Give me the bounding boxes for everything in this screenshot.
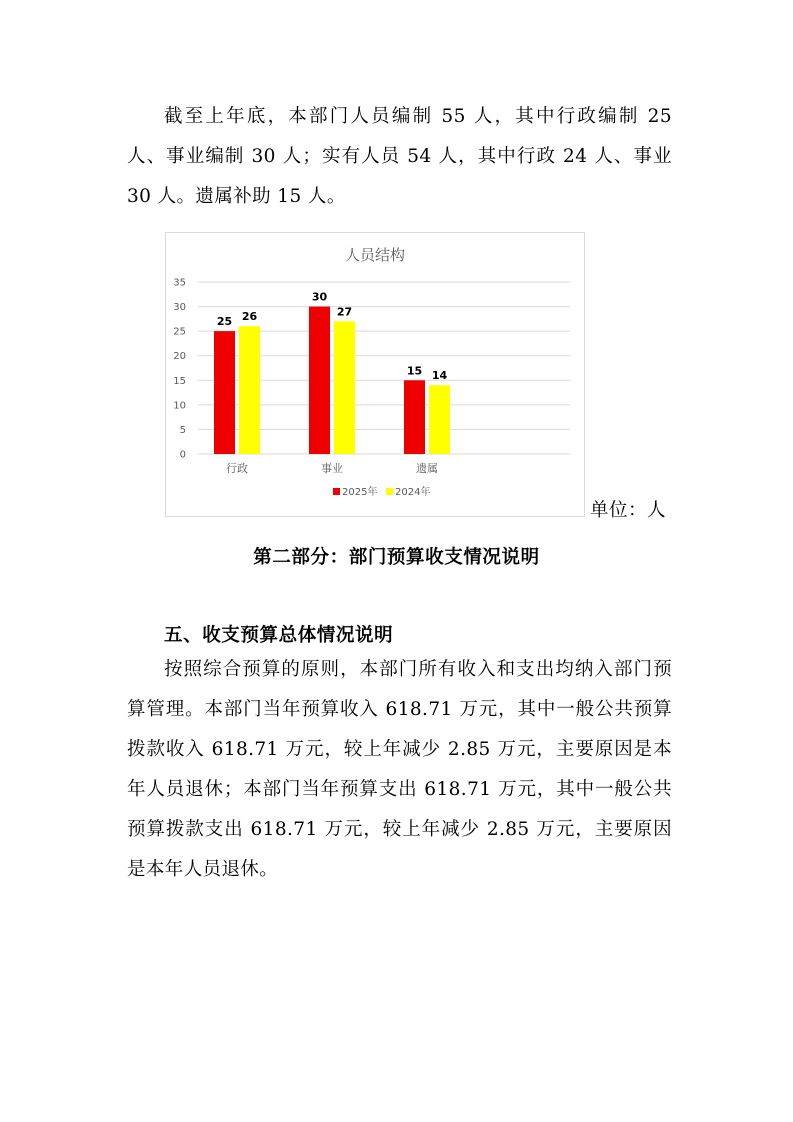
bar: [309, 307, 330, 454]
data-label: 25: [216, 315, 233, 329]
data-label: 30: [311, 290, 328, 304]
y-tick-label: 30: [173, 302, 186, 314]
bar: [429, 385, 450, 454]
legend-swatch: [386, 488, 393, 495]
y-tick-label: 15: [173, 375, 186, 387]
y-tick-label: 5: [179, 424, 186, 436]
data-label: 15: [406, 364, 423, 378]
unit-label: 单位：人: [590, 500, 667, 521]
personnel-chart: [165, 232, 585, 517]
bar: [214, 331, 235, 454]
chart-title: 人员结构: [344, 246, 406, 264]
legend-label: 2025年: [342, 487, 378, 498]
x-tick-label: 遗属: [416, 462, 438, 475]
bar: [334, 321, 355, 454]
legend-swatch: [333, 488, 340, 495]
x-tick-label: 行政: [226, 462, 248, 475]
bar: [239, 326, 260, 454]
budget-paragraph: 按照综合预算的原则，本部门所有收入和支出均纳入部门预算管理。本部门当年预算收入 618.71 万元，其中一般公共预算拨款收入 618.71 万元，较上年减少 2.85 万元，主要原因是本年人员退休；本部门当年预算支出 618.71 万元，其中一般公共预算拨款支出 618.71 万元，较上年减少 2.85 万元，主要原因是本年人员退休。: [127, 659, 672, 880]
y-tick-label: 25: [173, 326, 186, 338]
intro-paragraph: 截至上年底，本部门人员编制 55 人，其中行政编制 25 人、事业编制 30 人；实有人员 54 人，其中行政 24 人、事业 30 人。遗属补助 15 人。: [127, 106, 672, 207]
y-tick-label: 10: [173, 400, 186, 412]
y-tick-label: 20: [173, 351, 186, 363]
x-tick-label: 事业: [321, 462, 343, 475]
part-title: 第二部分：部门预算收支情况说明: [253, 547, 540, 568]
data-label: 27: [336, 305, 353, 319]
data-label: 26: [241, 310, 258, 324]
data-label: 14: [431, 369, 448, 383]
y-tick-label: 0: [179, 449, 186, 461]
chart-svg: [166, 233, 584, 516]
legend-label: 2024年: [395, 487, 431, 498]
bar: [404, 380, 425, 454]
section-title: 五、收支预算总体情况说明: [164, 625, 394, 646]
y-tick-label: 35: [173, 277, 186, 289]
